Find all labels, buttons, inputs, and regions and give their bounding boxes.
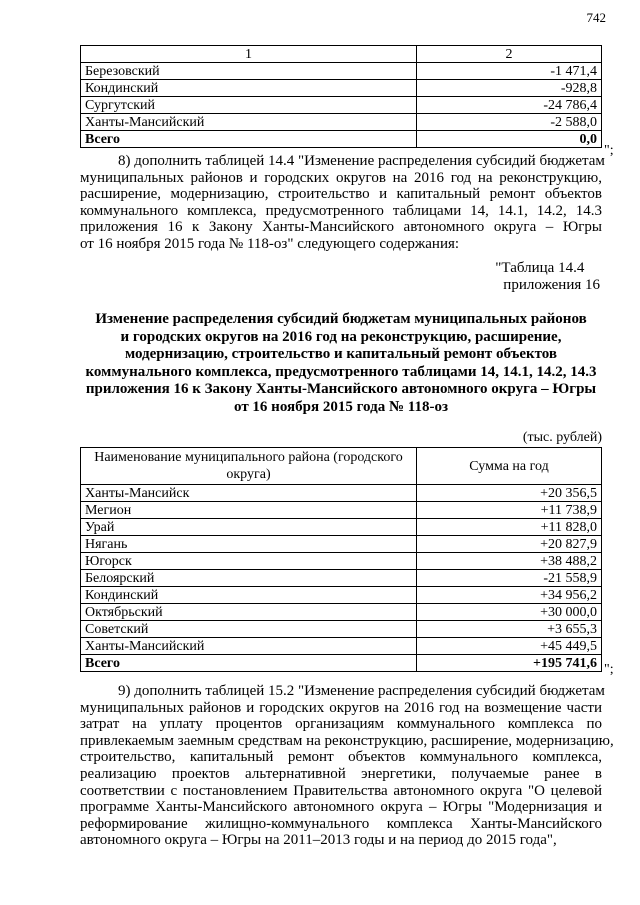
section-heading-line: от 16 ноября 2015 года № 118-оз bbox=[234, 398, 448, 415]
table-1-cell-value: -2 588,0 bbox=[417, 114, 602, 131]
table-2-header-name: Наименование муниципального района (городского округа) bbox=[81, 448, 417, 485]
table-1-row bbox=[81, 114, 602, 131]
paragraph-9-line: затрат на уплату процентов организациям коммунального комплекса по bbox=[80, 716, 602, 733]
table-2-cell-name: Белоярский bbox=[81, 570, 417, 587]
table-2-cell-value: +3 655,3 bbox=[417, 621, 602, 638]
paragraph-9-line: соответствии с постановлением Правительства автономного округа "О целевой bbox=[80, 782, 602, 799]
table-2-cell-value: +20 356,5 bbox=[417, 485, 602, 502]
table-1-header-col1: 1 bbox=[81, 46, 417, 63]
table-2-row bbox=[81, 638, 602, 655]
table-2-cell-name: Урай bbox=[81, 519, 417, 536]
table-2-cell-value: +11 828,0 bbox=[417, 519, 602, 536]
table-2-cell-name: Ханты-Мансийск bbox=[81, 485, 417, 502]
table-reference-line-2: приложения 16 bbox=[503, 277, 600, 293]
table-2-row bbox=[81, 485, 602, 502]
paragraph-9-line: строительство, капитальный ремонт объектов коммунального комплекса, bbox=[80, 749, 602, 766]
table-2-row bbox=[81, 553, 602, 570]
section-heading-line: Изменение распределения субсидий бюджетам муниципальных районов bbox=[95, 311, 587, 327]
table-2-cell-value: +11 738,9 bbox=[417, 502, 602, 519]
paragraph-9-line: реализацию проектов альтернативной энергетики, получаемые ранее в bbox=[80, 765, 602, 782]
paragraph-9-line: муниципальных районов и городских округов на 2016 год на возмещение части bbox=[80, 699, 602, 716]
table-1-cell-value: -928,8 bbox=[417, 80, 602, 97]
table-2-cell-value: +30 000,0 bbox=[417, 604, 602, 621]
table-1-row bbox=[81, 63, 602, 80]
paragraph-9-line: реформирование жилищно-коммунального комплекса Ханты-Мансийского bbox=[80, 815, 602, 832]
table-2-closing-quote: "; bbox=[604, 662, 614, 677]
units-label: (тыс. рублей) bbox=[522, 430, 602, 445]
table-2-row bbox=[81, 502, 602, 519]
table-2-cell-value: +20 827,9 bbox=[417, 536, 602, 553]
table-1-cell-value: -24 786,4 bbox=[417, 97, 602, 114]
table-1-closing-quote: "; bbox=[604, 143, 614, 158]
table-2-cell-value: +34 956,2 bbox=[417, 587, 602, 604]
table-2-cell-name: Нягань bbox=[81, 536, 417, 553]
table-2-row bbox=[81, 519, 602, 536]
table-2-row bbox=[81, 604, 602, 621]
table-2-cell-name: Мегион bbox=[81, 502, 417, 519]
table-1-cell-name: Кондинский bbox=[81, 80, 417, 97]
paragraph-9 bbox=[80, 683, 614, 849]
table-reference-line-1: "Таблица 14.4 bbox=[495, 260, 585, 276]
paragraph-8-line: от 16 ноября 2015 года № 118-оз" следующего содержания: bbox=[80, 235, 460, 252]
table-2-cell-name: Кондинский bbox=[81, 587, 417, 604]
table-2-total-row bbox=[81, 655, 602, 672]
table-reference bbox=[495, 260, 600, 294]
table-1-row bbox=[81, 97, 602, 114]
paragraph-8-line: расширение, модернизацию, строительство и капитальный ремонт объектов bbox=[80, 186, 602, 203]
table-2-header-row bbox=[81, 448, 602, 485]
page-number: 742 bbox=[586, 10, 606, 25]
table-1-cell-name: Березовский bbox=[81, 63, 417, 80]
table-1-cell-name: Ханты-Мансийский bbox=[81, 114, 417, 131]
table-1-cell-value: -1 471,4 bbox=[417, 63, 602, 80]
paragraph-9-line: 9) дополнить таблицей 15.2 "Изменение распределения субсидий бюджетам bbox=[118, 683, 605, 699]
table-1-total-row bbox=[81, 131, 602, 148]
section-heading-line: приложения 16 к Закону Ханты-Мансийского автономного округа – Югры bbox=[85, 381, 597, 397]
table-2-cell-name: Советский bbox=[81, 621, 417, 638]
section-heading-line: коммунального комплекса, предусмотренного таблицами 14, 14.1, 14.2, 14.3 bbox=[85, 363, 597, 380]
paragraph-8-line: приложения 16 к Закону Ханты-Мансийского автономного округа – Югры bbox=[80, 219, 602, 236]
paragraph-9-line: программе Ханты-Мансийского автономного округа – Югры "Модернизация и bbox=[80, 799, 602, 816]
table-1-header-row bbox=[81, 46, 602, 63]
table-1-row bbox=[81, 80, 602, 97]
table-1-total-label: Всего bbox=[81, 131, 417, 148]
table-1-cell-name: Сургутский bbox=[81, 97, 417, 114]
section-heading bbox=[80, 311, 602, 416]
table-2-cell-value: +45 449,5 bbox=[417, 638, 602, 655]
table-2-row bbox=[81, 587, 602, 604]
table-2-header-sum: Сумма на год bbox=[417, 448, 602, 485]
table-1-header-col2: 2 bbox=[417, 46, 602, 63]
table-2-cell-name: Октябрьский bbox=[81, 604, 417, 621]
paragraph-8-line: муниципальных районов и городских округов на 2016 год на реконструкцию, bbox=[80, 169, 602, 186]
paragraph-8 bbox=[80, 153, 605, 253]
table-2-cell-value: -21 558,9 bbox=[417, 570, 602, 587]
table-2-row bbox=[81, 621, 602, 638]
table-2-cell-name: Ханты-Мансийский bbox=[81, 638, 417, 655]
table-2-row bbox=[81, 570, 602, 587]
table-2-row bbox=[81, 536, 602, 553]
table-2-total-value: +195 741,6 bbox=[417, 655, 602, 672]
paragraph-8-line: коммунального комплекса, предусмотренного таблицами 14, 14.1, 14.2, 14.3 bbox=[80, 202, 602, 219]
section-heading-line: модернизацию, строительство и капитальный ремонт объектов bbox=[124, 346, 558, 362]
table-2-cell-name: Югорск bbox=[81, 553, 417, 570]
section-heading-line: и городских округов на 2016 год на реконструкцию, расширение, bbox=[120, 328, 562, 345]
paragraph-9-line: привлекаемым заемным средствам на реконструкцию, расширение, модернизацию, bbox=[80, 732, 614, 749]
paragraph-9-line: автономного округа – Югры на 2011–2013 годы и на период до 2015 года", bbox=[80, 832, 557, 849]
table-1 bbox=[80, 45, 602, 148]
table-2 bbox=[80, 447, 602, 672]
paragraph-8-line: 8) дополнить таблицей 14.4 "Изменение распределения субсидий бюджетам bbox=[118, 153, 605, 169]
table-1-total-value: 0,0 bbox=[417, 131, 602, 148]
table-2-total-label: Всего bbox=[81, 655, 417, 672]
table-2-cell-value: +38 488,2 bbox=[417, 553, 602, 570]
